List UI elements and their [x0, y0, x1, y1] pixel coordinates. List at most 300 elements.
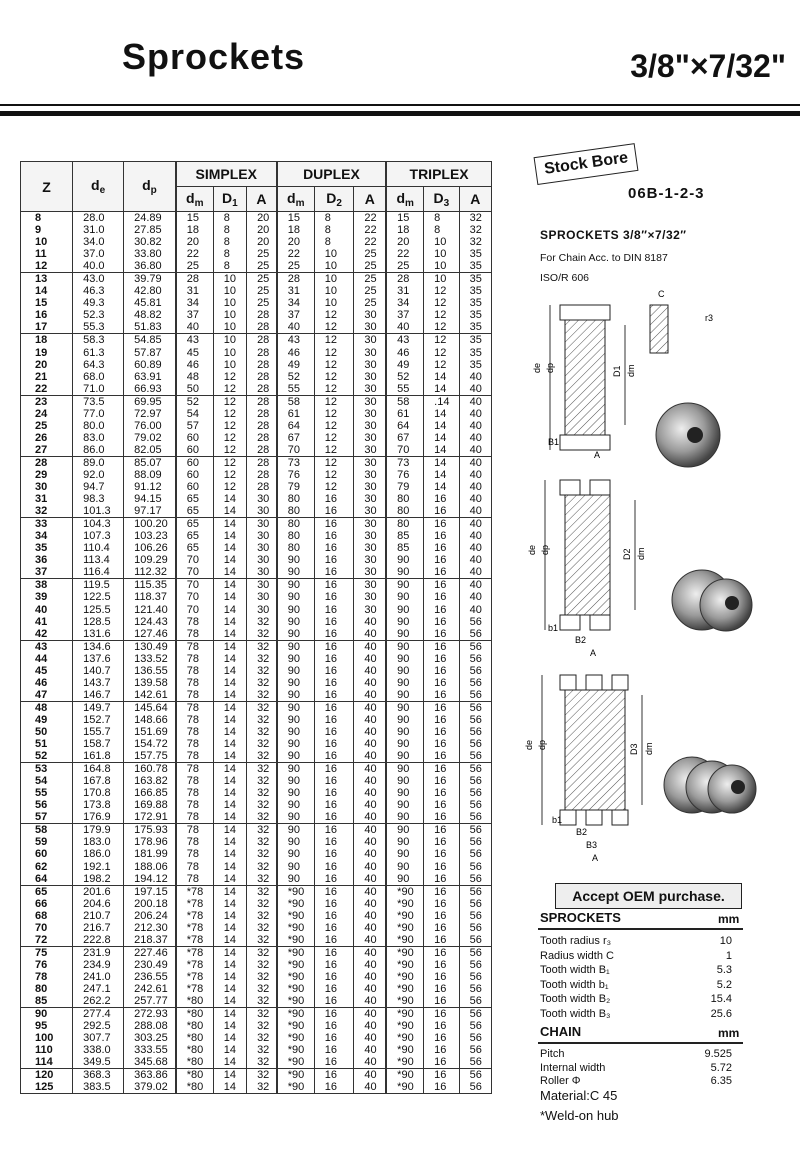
table-cell: 76.00: [124, 420, 176, 432]
table-cell: 349.5: [73, 1056, 124, 1069]
table-cell: 90: [277, 689, 315, 702]
table-cell: 10: [424, 236, 459, 248]
table-cell: 90: [386, 787, 424, 799]
table-cell: 16: [314, 934, 354, 947]
table-cell: 40: [354, 922, 386, 934]
table-cell: 12: [314, 444, 354, 457]
table-cell: 194.12: [124, 873, 176, 886]
table-cell: 12: [314, 432, 354, 444]
cell-z: 13: [21, 273, 73, 286]
table-cell: 231.9: [73, 946, 124, 959]
table-row: [21, 444, 492, 457]
table-cell: 32: [459, 212, 491, 225]
table-cell: 154.72: [124, 738, 176, 750]
table-cell: 90: [386, 701, 424, 714]
table-cell: 90: [277, 714, 315, 726]
header-rule-thin: [0, 104, 800, 106]
table-cell: 14: [213, 983, 246, 995]
table-cell: 56: [459, 665, 491, 677]
table-row: [21, 799, 492, 811]
table-cell: 16: [424, 665, 459, 677]
table-cell: 14: [213, 628, 246, 641]
table-cell: 90: [386, 554, 424, 566]
table-cell: 32: [247, 628, 277, 641]
table-cell: 30: [247, 566, 277, 579]
table-row: [21, 946, 492, 959]
table-cell: 16: [314, 1044, 354, 1056]
table-cell: 12: [314, 408, 354, 420]
table-cell: 28: [247, 309, 277, 321]
table-cell: 14: [213, 971, 246, 983]
table-row: [21, 321, 492, 334]
table-cell: *90: [386, 1020, 424, 1032]
table-cell: 35: [459, 248, 491, 260]
table-cell: 14: [213, 616, 246, 628]
table-cell: 18: [277, 224, 315, 236]
table-cell: 8: [213, 248, 246, 260]
duplex-label-de: de: [527, 544, 537, 555]
table-cell: 42.80: [124, 285, 176, 297]
table-cell: 90: [277, 799, 315, 811]
table-cell: 40: [354, 799, 386, 811]
table-cell: 43: [277, 334, 315, 347]
table-cell: 12: [213, 456, 246, 469]
param-value: 5.2: [716, 978, 732, 991]
table-cell: 30: [247, 579, 277, 592]
table-cell: 85: [386, 530, 424, 542]
col-header-z: Z: [21, 162, 73, 212]
table-cell: 90: [277, 640, 315, 653]
table-cell: 32: [459, 236, 491, 248]
table-cell: 67: [386, 432, 424, 444]
cell-z: 72: [21, 934, 73, 947]
table-cell: 69.95: [124, 395, 176, 408]
table-cell: 12: [424, 347, 459, 359]
col-header-a: A: [354, 187, 386, 212]
table-cell: 40: [354, 995, 386, 1008]
table-cell: 363.86: [124, 1069, 176, 1082]
param-label: Tooth width B₃: [540, 1007, 611, 1020]
table-cell: 40: [354, 763, 386, 776]
table-cell: 149.7: [73, 701, 124, 714]
table-cell: 16: [314, 1081, 354, 1094]
table-cell: 368.3: [73, 1069, 124, 1082]
table-cell: 56: [459, 885, 491, 898]
table-cell: 32: [247, 665, 277, 677]
table-cell: 90: [277, 677, 315, 689]
table-cell: 56: [459, 689, 491, 702]
table-cell: 25: [176, 260, 214, 273]
table-cell: 140.7: [73, 665, 124, 677]
duplex-tooth: [560, 480, 580, 495]
cell-z: 56: [21, 799, 73, 811]
table-cell: 80: [277, 518, 315, 531]
table-cell: 32: [247, 885, 277, 898]
cell-z: 30: [21, 481, 73, 493]
table-cell: 14: [213, 898, 246, 910]
table-cell: 32: [247, 898, 277, 910]
table-cell: 16: [424, 799, 459, 811]
table-cell: 30.82: [124, 236, 176, 248]
cell-z: 35: [21, 542, 73, 554]
table-cell: 30: [354, 395, 386, 408]
cell-z: 43: [21, 640, 73, 653]
table-row: [21, 1020, 492, 1032]
table-cell: 40: [354, 873, 386, 886]
duplex-label-dm: dm: [636, 547, 646, 560]
table-cell: 56: [459, 1020, 491, 1032]
table-cell: 49: [277, 359, 315, 371]
param-value: 5.3: [716, 964, 732, 976]
table-cell: 78: [176, 714, 214, 726]
table-cell: 90: [386, 628, 424, 641]
table-cell: 16: [314, 505, 354, 518]
table-cell: 10: [213, 321, 246, 334]
cell-z: 33: [21, 518, 73, 531]
table-row: [21, 959, 492, 971]
table-cell: 28: [247, 420, 277, 432]
table-cell: 197.15: [124, 885, 176, 898]
simplex-label-de: de: [532, 362, 542, 373]
table-cell: 32: [459, 224, 491, 236]
table-cell: 12: [213, 469, 246, 481]
table-cell: 57: [176, 420, 214, 432]
table-cell: 61: [277, 408, 315, 420]
table-row: [21, 347, 492, 359]
table-cell: *80: [176, 1069, 214, 1082]
table-cell: 32: [247, 836, 277, 848]
table-cell: 127.46: [124, 628, 176, 641]
table-cell: 90: [277, 873, 315, 886]
table-cell: 15: [277, 212, 315, 225]
table-row: [21, 824, 492, 837]
table-cell: 56: [459, 775, 491, 787]
table-cell: 40: [354, 1032, 386, 1044]
table-cell: 12: [314, 334, 354, 347]
table-cell: 80: [386, 493, 424, 505]
table-cell: 80: [386, 518, 424, 531]
table-cell: 12: [424, 359, 459, 371]
triplex-label-dp: dp: [537, 739, 547, 750]
standard-din: For Chain Acc. to DIN 8187: [540, 252, 668, 264]
table-cell: 30: [354, 591, 386, 603]
table-cell: 32: [247, 1044, 277, 1056]
table-cell: 14: [213, 726, 246, 738]
simplex-label-dp: dp: [545, 362, 555, 373]
table-cell: 16: [314, 591, 354, 603]
table-cell: 90: [386, 677, 424, 689]
table-cell: 78: [176, 775, 214, 787]
table-cell: 16: [314, 971, 354, 983]
cell-z: 60: [21, 848, 73, 860]
table-cell: 60.89: [124, 359, 176, 371]
table-cell: 16: [314, 995, 354, 1008]
table-cell: 30: [247, 518, 277, 531]
table-cell: 12: [314, 309, 354, 321]
table-row: [21, 359, 492, 371]
table-cell: 14: [213, 1020, 246, 1032]
table-cell: 142.61: [124, 689, 176, 702]
table-cell: 40: [354, 653, 386, 665]
table-row: [21, 408, 492, 420]
table-cell: 79: [277, 481, 315, 493]
table-cell: 119.5: [73, 579, 124, 592]
table-cell: 40: [354, 959, 386, 971]
table-cell: 90: [277, 763, 315, 776]
table-cell: 14: [424, 432, 459, 444]
table-cell: 16: [424, 1069, 459, 1082]
table-cell: 90: [277, 811, 315, 824]
table-cell: 90: [277, 726, 315, 738]
table-cell: 32: [247, 910, 277, 922]
table-cell: 28: [247, 408, 277, 420]
cell-z: 26: [21, 432, 73, 444]
table-cell: *80: [176, 995, 214, 1008]
table-cell: *90: [277, 934, 315, 947]
table-cell: 30: [354, 420, 386, 432]
table-cell: 90: [386, 860, 424, 872]
table-cell: 56: [459, 811, 491, 824]
table-cell: 222.8: [73, 934, 124, 947]
cell-z: 80: [21, 983, 73, 995]
table-cell: 28: [247, 383, 277, 396]
table-row: [21, 616, 492, 628]
table-cell: 89.0: [73, 456, 124, 469]
table-cell: 14: [213, 1008, 246, 1021]
table-cell: 32: [247, 860, 277, 872]
table-cell: 65: [176, 493, 214, 505]
table-cell: 64.3: [73, 359, 124, 371]
table-cell: 12: [213, 408, 246, 420]
cell-z: 70: [21, 922, 73, 934]
table-cell: 16: [314, 811, 354, 824]
table-cell: 128.5: [73, 616, 124, 628]
material-note: Material:C 45: [540, 1088, 618, 1103]
table-cell: 32: [247, 775, 277, 787]
table-cell: 56: [459, 959, 491, 971]
table-cell: 58: [386, 395, 424, 408]
table-row: [21, 640, 492, 653]
table-row: [21, 469, 492, 481]
table-row: [21, 1081, 492, 1094]
table-cell: 16: [424, 1081, 459, 1094]
table-cell: 30: [354, 554, 386, 566]
table-row: [21, 811, 492, 824]
table-cell: 25: [247, 260, 277, 273]
table-cell: 56: [459, 616, 491, 628]
cell-z: 46: [21, 677, 73, 689]
cell-z: 75: [21, 946, 73, 959]
table-cell: 16: [424, 898, 459, 910]
col-header-d2: $D_2$: [314, 187, 354, 212]
table-cell: 56: [459, 701, 491, 714]
cell-z: 34: [21, 530, 73, 542]
table-cell: *90: [386, 946, 424, 959]
table-cell: 40: [459, 444, 491, 457]
table-cell: 14: [424, 456, 459, 469]
triplex-label-de: de: [524, 739, 534, 750]
param-label: Roller Φ: [540, 1075, 581, 1087]
table-cell: 40: [459, 371, 491, 383]
table-cell: 10: [213, 297, 246, 309]
triplex-label-dm: dm: [644, 742, 654, 755]
table-cell: 16: [424, 628, 459, 641]
table-row: [21, 738, 492, 750]
table-cell: 14: [213, 566, 246, 579]
cell-z: 22: [21, 383, 73, 396]
table-cell: 10: [213, 285, 246, 297]
duplex-tooth: [560, 615, 580, 630]
table-cell: 36.80: [124, 260, 176, 273]
table-cell: 40: [459, 420, 491, 432]
cell-z: 32: [21, 505, 73, 518]
table-cell: 16: [424, 493, 459, 505]
table-row: [21, 334, 492, 347]
cell-z: 68: [21, 910, 73, 922]
col-header-d3: $D_3$: [424, 187, 459, 212]
table-cell: *90: [386, 885, 424, 898]
table-cell: 155.7: [73, 726, 124, 738]
col-header-a: A: [247, 187, 277, 212]
table-cell: 30: [354, 432, 386, 444]
table-cell: 56: [459, 860, 491, 872]
table-cell: 14: [424, 481, 459, 493]
table-cell: 40: [354, 726, 386, 738]
table-cell: 65: [176, 518, 214, 531]
table-cell: 16: [314, 566, 354, 579]
cell-z: 120: [21, 1069, 73, 1082]
table-row: [21, 566, 492, 579]
table-cell: 30: [354, 309, 386, 321]
table-cell: 90: [386, 689, 424, 702]
table-cell: 40: [354, 787, 386, 799]
table-cell: 16: [314, 1008, 354, 1021]
table-cell: 37: [176, 309, 214, 321]
duplex-label-b1: b1: [548, 623, 559, 633]
table-cell: 56: [459, 1044, 491, 1056]
table-cell: 14: [213, 995, 246, 1008]
table-cell: 12: [314, 481, 354, 493]
table-cell: 30: [354, 347, 386, 359]
cell-z: 64: [21, 873, 73, 886]
table-cell: 14: [213, 1056, 246, 1069]
table-row: [21, 628, 492, 641]
table-cell: 25: [247, 248, 277, 260]
table-cell: 60: [176, 481, 214, 493]
param-value: 6.35: [710, 1075, 732, 1087]
table-cell: 262.2: [73, 995, 124, 1008]
table-cell: 16: [314, 848, 354, 860]
table-cell: *90: [277, 983, 315, 995]
table-cell: 78: [176, 750, 214, 763]
table-cell: 14: [213, 885, 246, 898]
table-cell: 16: [314, 653, 354, 665]
table-cell: 30: [247, 493, 277, 505]
cell-z: 12: [21, 260, 73, 273]
table-cell: 8: [424, 224, 459, 236]
table-cell: *78: [176, 934, 214, 947]
table-cell: 14: [213, 701, 246, 714]
table-cell: 48: [176, 371, 214, 383]
table-cell: 16: [424, 579, 459, 592]
table-cell: *78: [176, 983, 214, 995]
table-cell: 35: [459, 334, 491, 347]
table-cell: 58.3: [73, 334, 124, 347]
table-cell: 30: [354, 505, 386, 518]
table-cell: 32: [247, 787, 277, 799]
table-row: [21, 677, 492, 689]
table-cell: 30: [354, 383, 386, 396]
table-cell: 32: [247, 1020, 277, 1032]
table-cell: 43: [176, 334, 214, 347]
table-cell: 78: [176, 665, 214, 677]
table-cell: 60: [176, 469, 214, 481]
cell-z: 23: [21, 395, 73, 408]
table-cell: 83.0: [73, 432, 124, 444]
table-cell: 20: [386, 236, 424, 248]
table-cell: 78: [176, 763, 214, 776]
table-cell: 16: [314, 763, 354, 776]
table-cell: 32: [247, 1056, 277, 1069]
table-cell: 16: [424, 763, 459, 776]
table-cell: 8: [213, 224, 246, 236]
table-cell: 40: [354, 910, 386, 922]
table-cell: 160.78: [124, 763, 176, 776]
table-cell: *90: [277, 910, 315, 922]
table-cell: *90: [386, 959, 424, 971]
table-cell: 30: [354, 604, 386, 616]
table-cell: *78: [176, 910, 214, 922]
table-cell: 16: [424, 566, 459, 579]
table-cell: 10: [213, 359, 246, 371]
table-cell: 25: [277, 260, 315, 273]
table-cell: *90: [277, 959, 315, 971]
cell-z: 39: [21, 591, 73, 603]
param-value: 10: [719, 935, 732, 947]
table-cell: 32: [247, 1081, 277, 1094]
table-cell: 32: [247, 726, 277, 738]
table-cell: 90: [277, 836, 315, 848]
table-cell: 43: [386, 334, 424, 347]
cell-z: 59: [21, 836, 73, 848]
table-cell: 76: [386, 469, 424, 481]
table-cell: 40: [354, 1008, 386, 1021]
table-cell: 32: [247, 824, 277, 837]
table-cell: 22: [354, 224, 386, 236]
oem-banner: Accept OEM purchase.: [555, 883, 742, 909]
table-cell: 16: [314, 910, 354, 922]
table-cell: 90: [386, 873, 424, 886]
table-row: [21, 236, 492, 248]
cell-z: 10: [21, 236, 73, 248]
table-cell: *90: [386, 1044, 424, 1056]
table-cell: 16: [424, 787, 459, 799]
table-cell: 68.0: [73, 371, 124, 383]
simplex-label-dm: dm: [626, 364, 636, 377]
table-cell: 35: [459, 309, 491, 321]
duplex-label-b2: B2: [575, 635, 587, 645]
table-cell: 10: [424, 248, 459, 260]
table-cell: 16: [424, 995, 459, 1008]
table-cell: 90: [386, 726, 424, 738]
table-cell: 104.3: [73, 518, 124, 531]
table-cell: 143.7: [73, 677, 124, 689]
table-cell: 115.35: [124, 579, 176, 592]
table-cell: 176.9: [73, 811, 124, 824]
table-cell: 8: [213, 236, 246, 248]
table-row: [21, 371, 492, 383]
table-cell: 78: [176, 689, 214, 702]
